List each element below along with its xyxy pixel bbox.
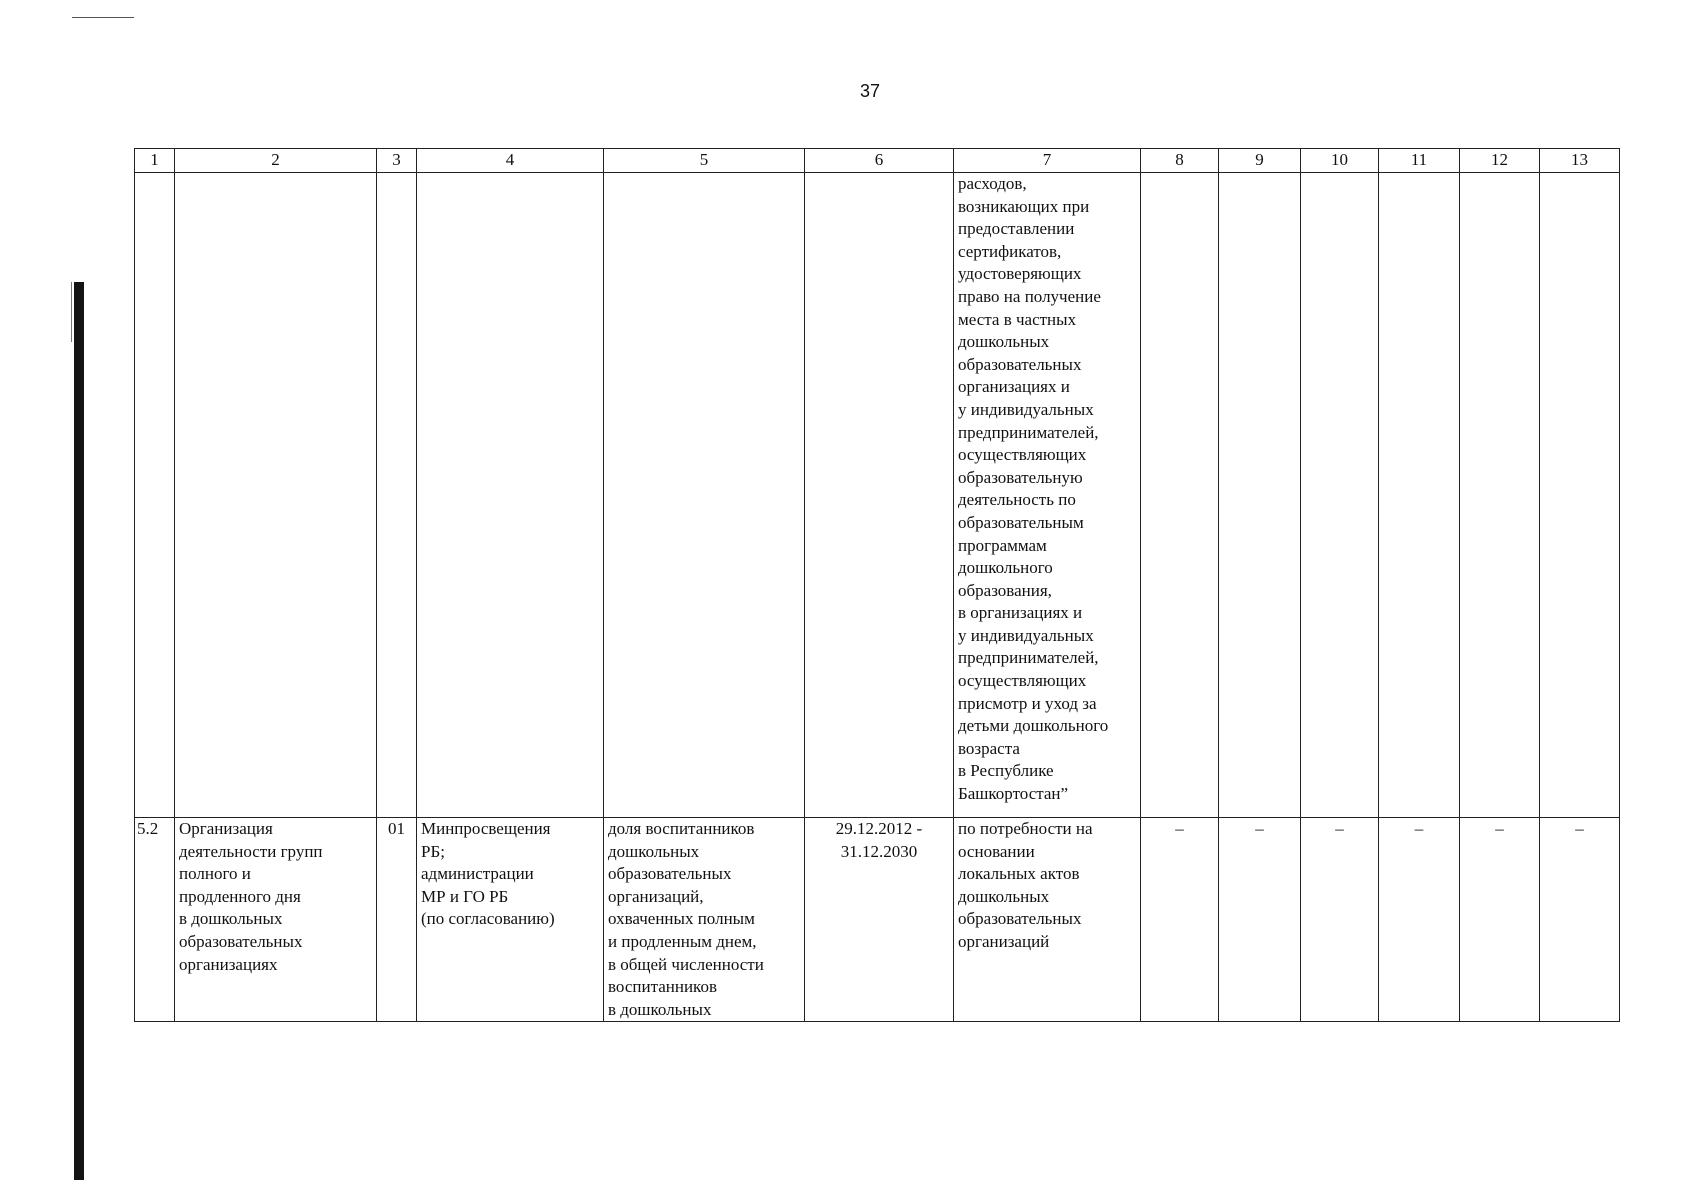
code-cell: 01 — [377, 818, 417, 1022]
table-cell — [135, 173, 175, 818]
scan-artifact-left-line — [71, 282, 72, 342]
header-cell: 8 — [1141, 149, 1219, 173]
table-cell — [1141, 173, 1219, 818]
table-cell — [1460, 173, 1540, 818]
table-cell — [1379, 173, 1460, 818]
table-cell — [1219, 173, 1301, 818]
header-cell: 11 — [1379, 149, 1460, 173]
header-cell: 7 — [954, 149, 1141, 173]
header-cell: 13 — [1540, 149, 1620, 173]
page-number: 37 — [859, 81, 881, 101]
value-cell: – — [1460, 818, 1540, 1022]
value-cell: – — [1379, 818, 1460, 1022]
table-cell — [1540, 173, 1620, 818]
value-cell: – — [1301, 818, 1379, 1022]
responsible-cell: Минпросвещения РБ; администрации МР и ГО РБ (по согласованию) — [417, 818, 604, 1022]
funding-note-cell: расходов, возникающих при предоставлении сертификатов, удостоверяющих право на получение места в частных дошкольных образовательных организациях и у индивидуальных предпринимателей, осуществляющих образовательную деятельность по образовательным программам дошкольного образования, в организациях и у индивидуальных предпринимателей, осуществляющих присмотр и уход за детьми дошкольного возраста в Республике Башкортостан” — [954, 173, 1141, 818]
table-cell — [1301, 173, 1379, 818]
scan-artifact-top-line — [72, 17, 134, 18]
header-cell: 1 — [135, 149, 175, 173]
activity-name-cell: Организация деятельности групп полного и продленного дня в дошкольных образовательных организациях — [175, 818, 377, 1022]
program-activities-table — [134, 148, 1620, 1022]
funding-source-cell: по потребности на основании локальных актов дошкольных образовательных организаций — [954, 818, 1141, 1022]
table-cell — [604, 173, 805, 818]
indicator-cell: доля воспитанников дошкольных образовательных организаций, охваченных полным и продленным днем, в общей численности воспитанников в дошкольных — [604, 818, 805, 1022]
period-cell: 29.12.2012 - 31.12.2030 — [805, 818, 954, 1022]
header-cell: 10 — [1301, 149, 1379, 173]
table-cell — [175, 173, 377, 818]
value-cell: – — [1141, 818, 1219, 1022]
table-header-row — [135, 149, 1620, 173]
header-cell: 6 — [805, 149, 954, 173]
item-number-cell: 5.2 — [135, 818, 175, 1022]
table-row-5-2 — [135, 818, 1620, 1022]
table-cell — [377, 173, 417, 818]
header-cell: 12 — [1460, 149, 1540, 173]
header-cell: 4 — [417, 149, 604, 173]
table-cell — [417, 173, 604, 818]
header-cell: 3 — [377, 149, 417, 173]
value-cell: – — [1219, 818, 1301, 1022]
header-cell: 2 — [175, 149, 377, 173]
table-row-continuation — [135, 173, 1620, 818]
header-cell: 9 — [1219, 149, 1301, 173]
value-cell: – — [1540, 818, 1620, 1022]
header-cell: 5 — [604, 149, 805, 173]
scan-artifact-left-bar — [74, 282, 84, 1180]
table-cell — [805, 173, 954, 818]
